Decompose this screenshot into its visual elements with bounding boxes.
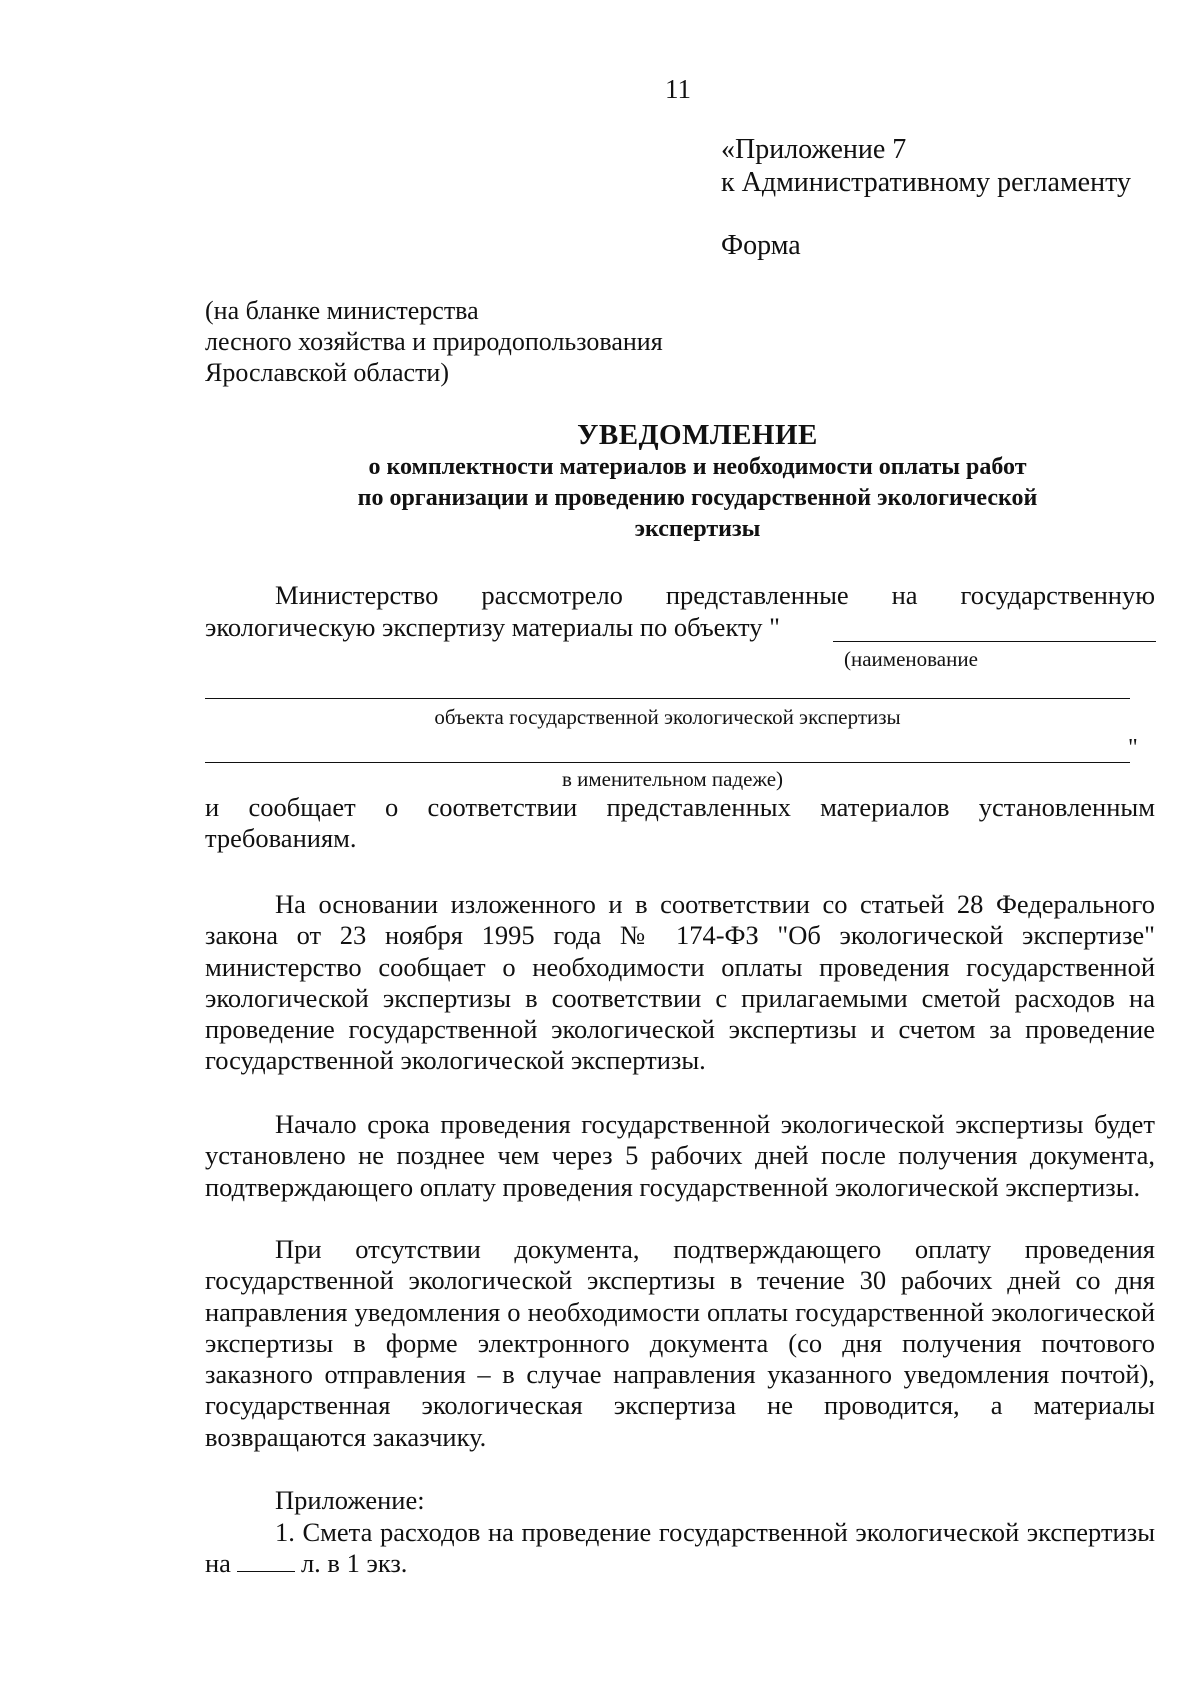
appendix-reference bbox=[721, 133, 1131, 199]
sheet-count-blank bbox=[237, 1549, 295, 1572]
title-main: УВЕДОМЛЕНИЕ bbox=[577, 419, 818, 451]
letterhead-line-2: лесного хозяйства и природопользования bbox=[205, 327, 663, 356]
intro-line-2: экологическую экспертизу материалы по объекту " bbox=[205, 612, 780, 642]
paragraph-basis: На основании изложенного и в соответствии со статьей 28 Федерального закона от 23 ноября 1995 года № 174-ФЗ "Об экологической экспертизе" министерство сообщает о необходимости оплаты проведения государственной экологической экспертизы в соответствии с прилагаемыми сметой расходов на проведение государственной экологической экспертизы и счетом за проведение государственной экологической экспертизы. bbox=[205, 889, 1155, 1076]
paragraph-conformity: и сообщает о соответствии представленных материалов установленным требованиям. bbox=[205, 792, 1155, 854]
letterhead-note bbox=[205, 295, 663, 388]
caption-naming: (наименование bbox=[844, 647, 978, 671]
document-title bbox=[205, 418, 1190, 545]
paragraph-absence: При отсутствии документа, подтверждающего оплату проведения государственной экологической экспертизы в течение 30 рабочих дней со дня направления уведомления о необходимости оплаты государственной экологической экспертизы в форме электронного документа (со дня получения почтового заказного отправления – в случае направления указанного уведомления почтой), государственная экологическая экспертиза не проводится, а материалы возвращаются заказчику. bbox=[205, 1234, 1155, 1452]
paragraph-attachment: Приложение: bbox=[275, 1485, 425, 1515]
closing-quote: " bbox=[1128, 735, 1138, 761]
form-label: Форма bbox=[721, 230, 801, 261]
object-name-blank-2 bbox=[205, 698, 1130, 699]
letterhead-line-3: Ярославской области) bbox=[205, 358, 450, 387]
title-line-3: экспертизы bbox=[634, 516, 761, 542]
intro-line-1: Министерство рассмотрело представленные на государственную bbox=[275, 580, 1155, 610]
caption-object: объекта государственной экологической экспертизы bbox=[434, 705, 901, 729]
attachment-item-1-tail: л. в 1 экз. bbox=[300, 1548, 408, 1579]
caption-case: в именительном падеже) bbox=[561, 767, 784, 791]
page-number: 11 bbox=[665, 74, 691, 104]
attachment-item-1 bbox=[205, 1517, 1155, 1580]
object-name-blank-3 bbox=[205, 762, 1130, 763]
attachment-item-1-text: 1. Смета расходов на проведение государственной экологической экспертизы на bbox=[205, 1517, 1155, 1579]
title-line-1: о комплектности материалов и необходимости оплаты работ bbox=[368, 454, 1027, 480]
paragraph-start-term: Начало срока проведения государственной экологической экспертизы будет установлено не позднее чем через 5 рабочих дней после получения документа, подтверждающего оплату проведения государственной экологической экспертизы. bbox=[205, 1109, 1155, 1202]
appendix-line-1: «Приложение 7 bbox=[721, 134, 907, 165]
letterhead-line-1: (на бланке министерства bbox=[205, 296, 479, 325]
object-name-blank bbox=[833, 641, 1156, 642]
appendix-line-2: к Административному регламенту bbox=[721, 167, 1131, 198]
title-line-2: по организации и проведению государственной экологической bbox=[357, 485, 1038, 511]
